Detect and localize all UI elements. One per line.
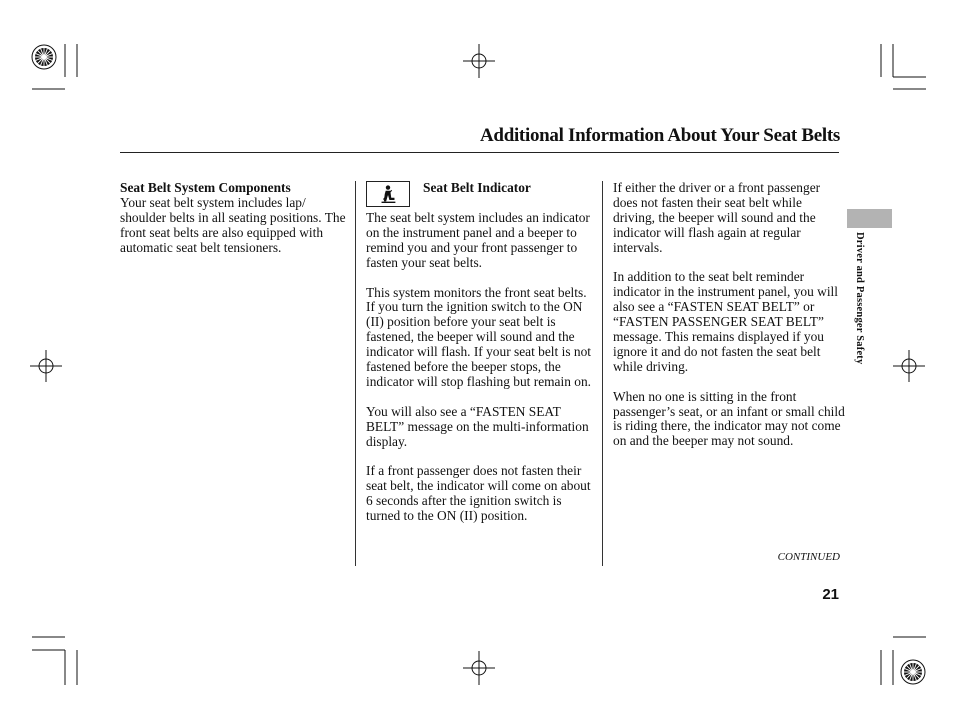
page-title: Additional Information About Your Seat Belts <box>480 125 840 146</box>
components-heading: Seat Belt System Components <box>120 180 291 195</box>
column-components <box>120 181 352 256</box>
column-divider-2 <box>602 181 603 566</box>
reminder-paragraph: If either the driver or a front passenger does not fasten their seat belt while driving, the beeper will sound and the indicator will flash again at regular intervals. <box>613 180 821 255</box>
indicator-paragraph: If a front passenger does not fasten their seat belt, the indicator will come on about 6 seconds after the ignition switch is turned to the ON (II) position. <box>366 463 591 524</box>
title-divider <box>120 152 839 153</box>
column-indicator <box>366 211 594 539</box>
column-divider-1 <box>355 181 356 566</box>
indicator-paragraph: You will also see a “FASTEN SEAT BELT” message on the multi-information display. <box>366 403 589 449</box>
section-tab <box>847 209 892 228</box>
indicator-paragraph: This system monitors the front seat belts. If you turn the ignition switch to the ON (II) position before your seat belt is fastened, the beeper will sound and the indicator will flash. If your seat belt is not fastened before the beeper stops, the indicator will stop flashing but remain on. <box>366 284 591 389</box>
seat-belt-icon <box>367 182 409 206</box>
reminder-paragraph: When no one is sitting in the front passenger’s seat, or an infant or small child is riding there, the indicator may not come on and the beeper may not sound. <box>613 388 845 449</box>
section-label: Driver and Passenger Safety <box>854 232 865 365</box>
indicator-paragraph: The seat belt system includes an indicator on the instrument panel and a beeper to remind you and your front passenger to fasten your seat belts. <box>366 210 590 270</box>
continued-label: CONTINUED <box>777 551 840 563</box>
seat-belt-indicator-box <box>366 181 410 207</box>
components-body: Your seat belt system includes lap/ shoulder belts in all seating positions. The front seat belts are also equipped with automatic seat belt tensioners. <box>120 194 346 255</box>
page-number: 21 <box>822 586 839 603</box>
indicator-heading: Seat Belt Indicator <box>423 180 531 195</box>
reminder-paragraph: In addition to the seat belt reminder indicator in the instrument panel, you will also see a “FASTEN SEAT BELT” or “FASTEN PASSENGER SEAT BELT” message. This remains displayed if you ignore it and do not fasten the seat belt while driving. <box>613 269 838 374</box>
column-reminders <box>613 181 845 449</box>
